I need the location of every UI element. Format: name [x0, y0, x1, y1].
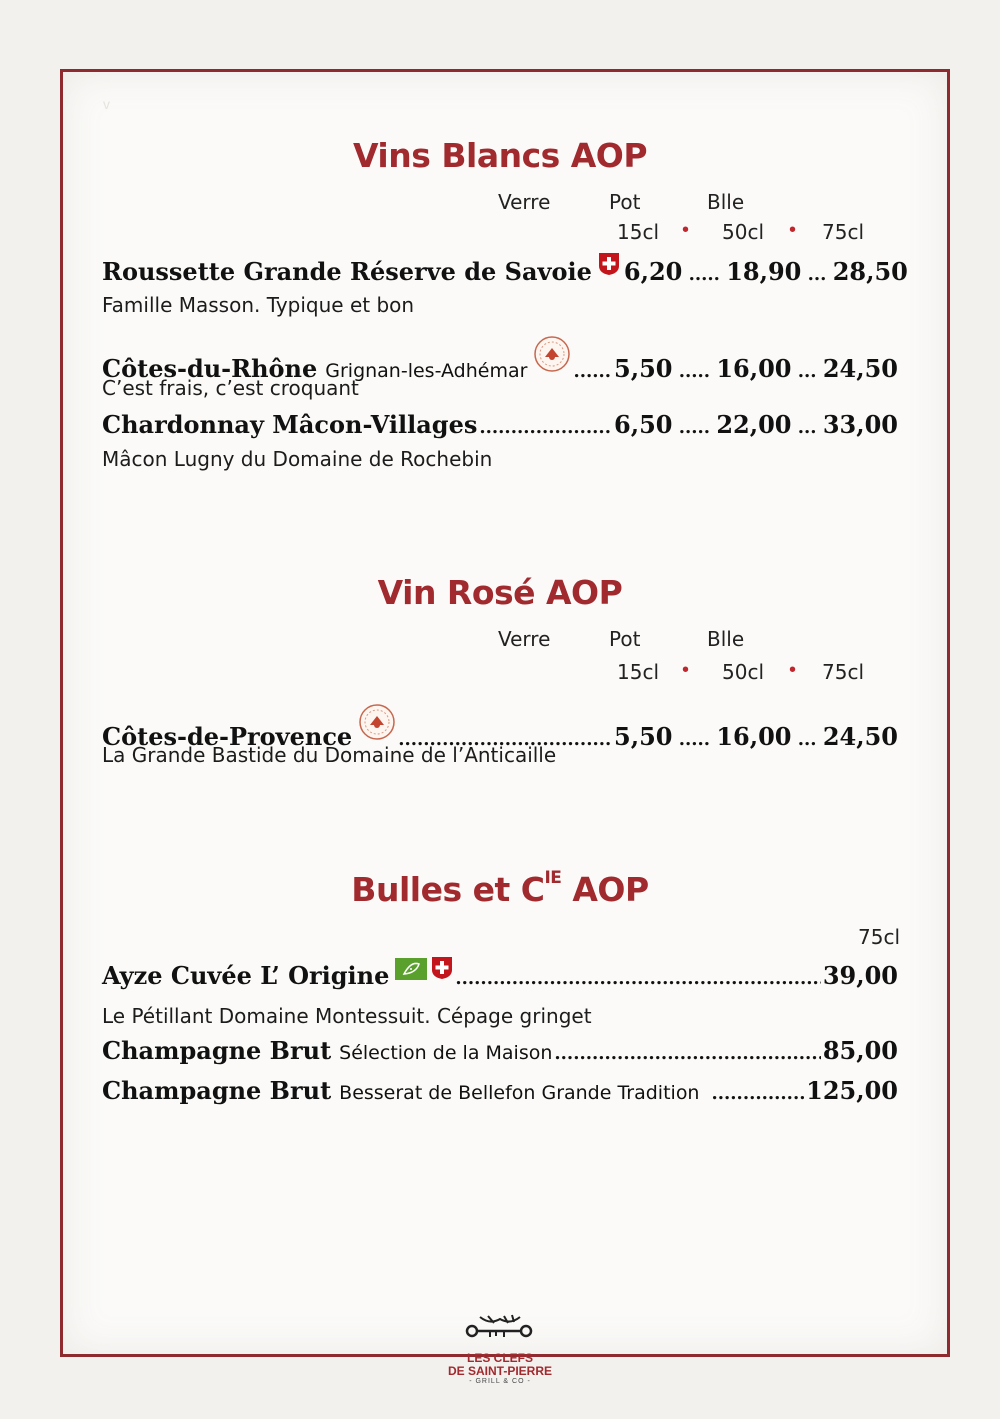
title-main: Bulles et C	[351, 870, 545, 909]
wine-origin: Sélection de la Maison	[339, 1042, 553, 1064]
logo-line-3: - GRILL & CO -	[469, 1378, 531, 1385]
label-blle: Blle	[707, 190, 745, 214]
wine-name: Côtes-de-Provence	[102, 722, 353, 751]
price-bouteille: 28,50	[832, 257, 908, 286]
wine-origin: Besserat de Bellefon Grande Tradition	[339, 1082, 700, 1104]
label-75cl: 75cl	[822, 220, 865, 244]
wine-name: Côtes-du-Rhône	[102, 354, 318, 383]
price-group: 5,50 ..... 16,00 ... 24,50	[614, 722, 898, 751]
keys-icon	[460, 1313, 540, 1347]
dot-leader	[711, 1076, 804, 1105]
wine-name: Champagne Brut	[102, 1076, 332, 1105]
restaurant-logo	[440, 1313, 560, 1393]
section-title-rose: Vin Rosé AOP	[377, 573, 623, 612]
label-75cl: 75cl	[822, 660, 865, 684]
title-end: AOP	[561, 870, 649, 909]
wine-row-roussette	[102, 256, 908, 288]
logo-line-2: DE SAINT-PIERRE	[447, 1364, 552, 1378]
label-50cl: 50cl	[722, 660, 765, 684]
label-verre: Verre	[498, 190, 551, 214]
wine-row-chardonnay	[102, 410, 898, 442]
dot-leader	[554, 1036, 820, 1065]
dot-leader	[479, 410, 612, 439]
label-75cl: 75cl	[858, 925, 901, 949]
separator-dot: •	[682, 219, 690, 241]
label-15cl: 15cl	[617, 660, 660, 684]
wine-row-ayze	[102, 960, 898, 992]
price-bouteille: 125,00	[806, 1076, 898, 1105]
price-pot: 16,00	[716, 354, 792, 383]
price-verre: 6,50	[614, 410, 673, 439]
label-verre: Verre	[498, 627, 551, 651]
price-pot: 22,00	[716, 410, 792, 439]
logo-line-1: LES CLEFS	[466, 1351, 533, 1365]
savoie-cross-icon	[598, 252, 620, 282]
separator-dot: •	[789, 659, 797, 681]
wine-name: Chardonnay Mâcon-Villages	[102, 410, 478, 439]
wine-row-champagne-besserat	[102, 1076, 898, 1108]
corner-mark: v	[103, 96, 110, 112]
price-bouteille: 39,00	[822, 961, 898, 990]
aop-seal-icon	[533, 335, 571, 379]
organic-leaf-icon	[395, 957, 427, 986]
price-group: 6,20 ..... 18,90 ... 28,50	[623, 257, 908, 286]
wine-name: Ayze Cuvée L’ Origine	[102, 961, 390, 990]
dot-leader	[455, 961, 820, 990]
wine-description: Mâcon Lugny du Domaine de Rochebin	[102, 447, 493, 471]
price-pot: 18,90	[726, 257, 802, 286]
wine-name: Champagne Brut	[102, 1036, 332, 1065]
price-verre: 6,20	[623, 257, 683, 286]
label-15cl: 15cl	[617, 220, 660, 244]
price-verre: 5,50	[614, 722, 673, 751]
label-blle: Blle	[707, 627, 745, 651]
price-bouteille: 24,50	[822, 354, 898, 383]
section-title-bulles	[0, 870, 1000, 909]
price-group: 5,50 ..... 16,00 ... 24,50	[614, 354, 898, 383]
separator-dot: •	[682, 659, 690, 681]
wine-description: C’est frais, c’est croquant	[102, 376, 359, 400]
price-group: 6,50 ..... 22,00 ... 33,00	[614, 410, 898, 439]
wine-description: Le Pétillant Domaine Montessuit. Cépage gringet	[102, 1004, 592, 1028]
separator-dot: •	[789, 219, 797, 241]
wine-description: La Grande Bastide du Domaine de l’Anticaille	[102, 743, 557, 767]
price-bouteille: 33,00	[822, 410, 898, 439]
section-title-blancs: Vins Blancs AOP	[352, 136, 648, 175]
aop-seal-icon	[358, 703, 396, 747]
wine-description: Famille Masson. Typique et bon	[102, 293, 415, 317]
price-pot: 16,00	[716, 722, 792, 751]
label-pot: Pot	[609, 190, 641, 214]
wine-name: Roussette Grande Réserve de Savoie	[102, 257, 592, 286]
price-bouteille: 24,50	[822, 722, 898, 751]
label-50cl: 50cl	[722, 220, 765, 244]
label-pot: Pot	[609, 627, 641, 651]
wine-row-cotes-du-rhone	[102, 339, 898, 383]
wine-row-cotes-de-provence	[102, 707, 898, 751]
title-sup: IE	[544, 868, 562, 888]
price-verre: 5,50	[614, 354, 673, 383]
wine-row-champagne-selection	[102, 1036, 898, 1068]
wine-origin: Grignan-les-Adhémar	[325, 360, 528, 382]
savoie-cross-icon	[431, 956, 453, 986]
dot-leader	[573, 354, 612, 383]
price-bouteille: 85,00	[822, 1036, 898, 1065]
